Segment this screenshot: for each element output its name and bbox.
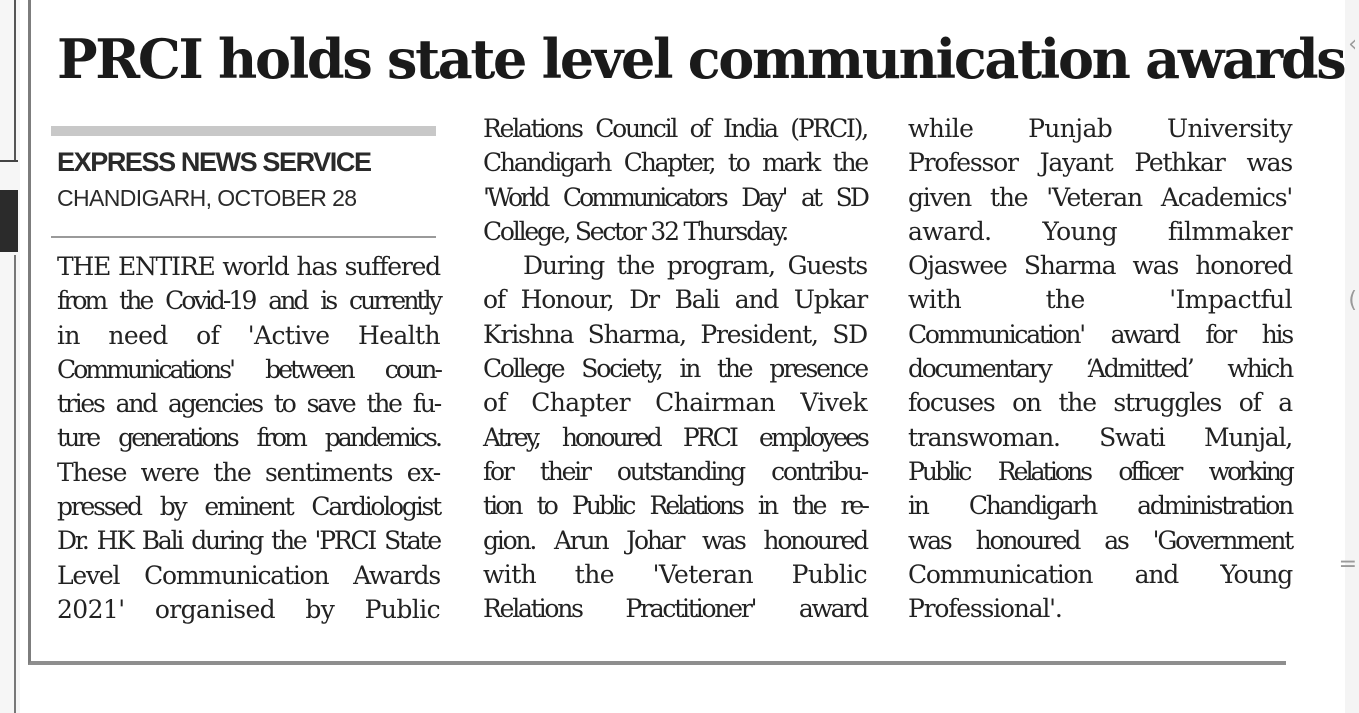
text-line: was honoured as 'Government	[908, 525, 1292, 555]
edge-mark-top: ‹	[1348, 32, 1357, 57]
text-line: pressed by eminent Cardiologist	[57, 492, 440, 522]
text-line: of Chapter Chairman Vivek	[483, 388, 867, 418]
text-line: Communications' between coun-	[57, 354, 440, 384]
text-line: 'World Communicators Day' at SD	[483, 182, 867, 212]
byline-top-rule	[51, 126, 436, 136]
text-line: College, Sector 32 Thursday.	[483, 216, 788, 246]
text-line: ture generations from pandemics.	[57, 423, 440, 453]
text-line: of Honour, Dr Bali and Upkar	[483, 285, 867, 315]
text-line: gion. Arun Johar was honoured	[483, 525, 867, 555]
text-line: with the 'Veteran Public	[483, 559, 867, 589]
text-line: Dr. HK Bali during the 'PRCI State	[57, 526, 440, 556]
byline-bottom-rule	[51, 236, 436, 238]
text-line: while Punjab University	[908, 114, 1292, 143]
edge-mark-bottom: =	[1338, 552, 1357, 577]
text-line: Professor Jayant Pethkar was	[908, 148, 1292, 178]
text-line: Communication and Young	[908, 559, 1292, 589]
text-line: Ojaswee Sharma was honored	[908, 251, 1292, 281]
page-edge-rule	[14, 0, 16, 160]
page-edge-right	[1345, 0, 1359, 713]
page-edge-left	[0, 0, 20, 713]
page-edge-block	[0, 190, 18, 252]
article-column-2	[483, 112, 867, 626]
text-line: Krishna Sharma, President, SD	[483, 319, 867, 349]
text-line: Professional'.	[908, 594, 1062, 624]
text-line: award. Young filmmaker	[908, 216, 1292, 246]
news-article	[28, 0, 1345, 665]
article-column-1	[57, 250, 440, 627]
text-line: given the 'Veteran Academics'	[908, 182, 1292, 212]
text-line: Relations Practitioner' award	[483, 594, 867, 624]
text-line: Chandigarh Chapter, to mark the	[483, 148, 867, 178]
text-line: tion to Public Relations in the re-	[483, 491, 867, 521]
text-line: Public Relations officer working	[908, 456, 1292, 486]
page-edge-rule	[0, 160, 18, 162]
text-line: for their outstanding contribu-	[483, 456, 867, 486]
text-line: from the Covid-19 and is currently	[57, 286, 440, 316]
text-line: tries and agencies to save the fu-	[57, 389, 440, 419]
text-line: Relations Council of India (PRCI),	[483, 114, 867, 143]
headline: PRCI holds state level communication awards	[57, 27, 1345, 91]
text-line: THE ENTIRE world has suffered	[57, 252, 440, 281]
text-line: transwoman. Swati Munjal,	[908, 422, 1292, 452]
text-line: with the 'Impactful	[908, 285, 1292, 315]
edge-mark-mid: (	[1348, 288, 1357, 313]
text-line: Level Communication Awards	[57, 560, 440, 590]
text-line: focuses on the struggles of a	[908, 388, 1292, 418]
text-line: During the program, Guests	[523, 251, 867, 281]
byline-agency: EXPRESS NEWS SERVICE	[57, 147, 371, 177]
article-column-3	[908, 112, 1292, 626]
text-line: These were the sentiments ex-	[57, 457, 440, 487]
text-line: 2021' organised by Public	[57, 594, 440, 624]
text-line: in need of 'Active Health	[57, 320, 440, 350]
text-line: Communication' award for his	[908, 319, 1292, 349]
text-line: documentary ‘Admitted’ which	[908, 354, 1292, 384]
text-line: in Chandigarh administration	[908, 491, 1292, 521]
text-line: Atrey, honoured PRCI employees	[483, 422, 867, 452]
text-line: College Society, in the presence	[483, 354, 867, 384]
page-edge-rule	[14, 255, 16, 713]
byline-dateline: CHANDIGARH, OCTOBER 28	[57, 185, 357, 211]
